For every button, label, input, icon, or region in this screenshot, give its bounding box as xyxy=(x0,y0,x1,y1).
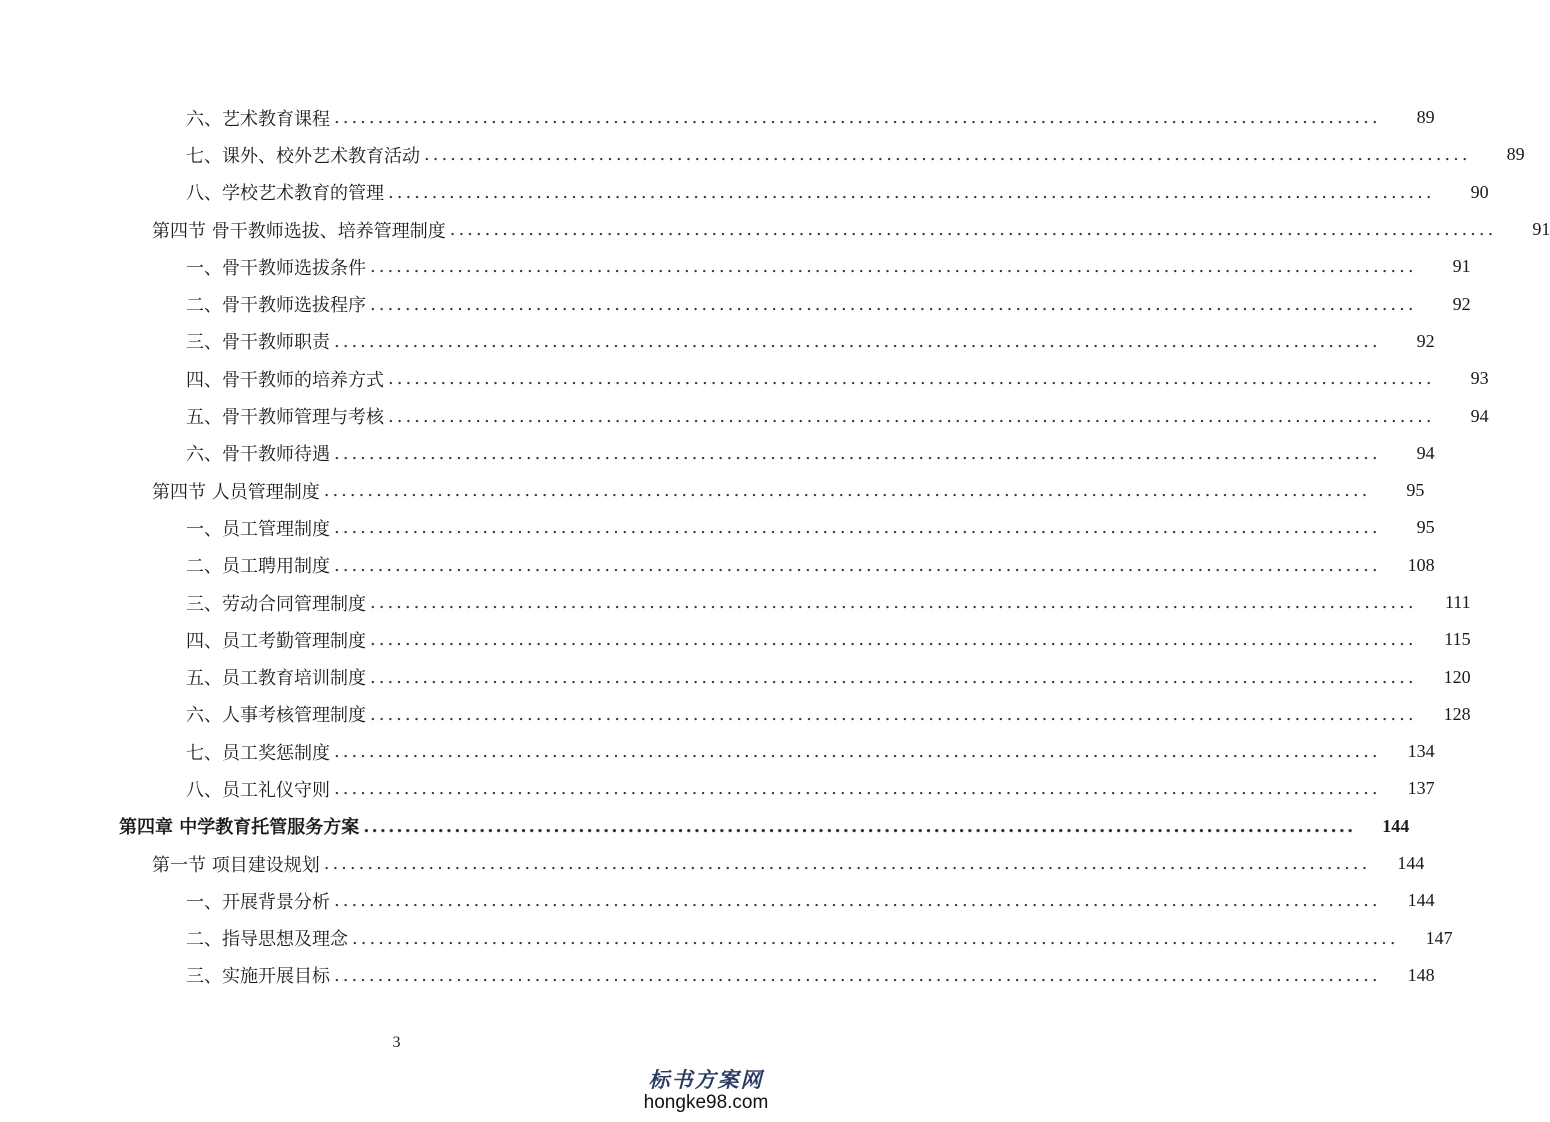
toc-entry-page: 92 xyxy=(1452,293,1471,314)
toc-entry-title: 第四节 人员管理制度 xyxy=(152,481,320,503)
toc-entry-title: 一、开展背景分析 xyxy=(186,891,330,913)
toc-entry xyxy=(0,435,1435,472)
toc-entry xyxy=(0,696,1471,733)
toc-entry xyxy=(0,174,1489,211)
toc-entry-page: 94 xyxy=(1470,405,1489,426)
toc-leader-dots: ........................................................................................................................ xyxy=(334,964,1381,986)
toc-leader-dots: ........................................................................................................................ xyxy=(388,368,1435,390)
toc-entry-page: 134 xyxy=(1407,741,1435,762)
toc-entry-title: 二、骨干教师选拔程序 xyxy=(186,295,366,317)
toc-leader-dots: ........................................................................................................................ xyxy=(388,181,1435,203)
toc-leader-dots: ........................................................................................................................ xyxy=(370,592,1417,613)
toc-entry-page: 92 xyxy=(1416,330,1435,351)
toc-leader-dots: ........................................................................................................................ xyxy=(334,741,1381,763)
toc-entry-title: 一、骨干教师选拔条件 xyxy=(186,257,366,279)
toc-leader-dots: ........................................................................................................................ xyxy=(334,778,1381,800)
toc-entry xyxy=(0,584,1471,621)
toc-entry-page: 90 xyxy=(1470,181,1489,202)
table-of-contents xyxy=(0,99,1550,994)
toc-entry-page: 144 xyxy=(1382,815,1410,836)
toc-leader-dots: ........................................................................................................................ xyxy=(334,517,1381,539)
toc-leader-dots: ........................................................................................................................ xyxy=(449,219,1497,241)
toc-entry xyxy=(0,323,1435,360)
toc-entry-page: 91 xyxy=(1452,256,1471,277)
toc-entry-title: 七、课外、校外艺术教育活动 xyxy=(186,145,420,167)
watermark-logo xyxy=(631,1064,781,1114)
toc-leader-dots: ........................................................................................................................ xyxy=(424,144,1471,166)
toc-leader-dots: ........................................................................................................................ xyxy=(370,629,1417,651)
toc-entry-page: 137 xyxy=(1407,778,1435,799)
toc-entry xyxy=(0,658,1471,695)
toc-leader-dots: ........................................................................................................................ xyxy=(334,890,1381,912)
watermark-url: hongke98.com xyxy=(643,1092,769,1113)
toc-entry-title: 第四章 中学教育托管服务方案 xyxy=(119,817,360,839)
toc-entry xyxy=(0,845,1425,882)
toc-entry xyxy=(0,808,1410,845)
toc-entry-page: 95 xyxy=(1406,480,1425,501)
toc-entry xyxy=(0,248,1471,285)
toc-entry-page: 108 xyxy=(1407,554,1435,575)
toc-leader-dots: ........................................................................................................................ xyxy=(334,107,1381,129)
toc-entry-page: 89 xyxy=(1506,144,1525,165)
toc-leader-dots: ........................................................................................................................ xyxy=(352,927,1399,949)
toc-entry-page: 91 xyxy=(1532,219,1550,240)
toc-leader-dots: ........................................................................................................................ xyxy=(370,666,1417,688)
toc-entry-title: 一、员工管理制度 xyxy=(186,518,330,540)
toc-entry-title: 八、学校艺术教育的管理 xyxy=(186,183,384,205)
toc-entry xyxy=(0,770,1435,807)
toc-entry-page: 147 xyxy=(1425,927,1453,948)
toc-entry-page: 115 xyxy=(1444,629,1471,650)
toc-entry-title: 八、员工礼仪守则 xyxy=(186,779,330,801)
toc-entry-title: 二、指导思想及理念 xyxy=(186,929,348,951)
toc-entry-title: 四、员工考勤管理制度 xyxy=(186,630,366,652)
toc-entry xyxy=(0,99,1435,136)
toc-entry-page: 128 xyxy=(1443,703,1471,724)
toc-leader-dots: ........................................................................................................................ xyxy=(334,442,1381,464)
watermark-site-name: 标书方案网 xyxy=(648,1067,764,1092)
toc-entry xyxy=(0,957,1435,994)
toc-leader-dots: ........................................................................................................................ xyxy=(388,405,1435,427)
toc-leader-dots: ........................................................................................................................ xyxy=(370,293,1417,315)
toc-entry-page: 144 xyxy=(1407,890,1435,911)
toc-entry-title: 三、骨干教师职责 xyxy=(186,332,330,354)
toc-entry xyxy=(0,733,1435,770)
toc-entry-page: 94 xyxy=(1416,442,1435,463)
toc-leader-dots: ........................................................................................................................ xyxy=(370,256,1417,278)
toc-leader-dots: ........................................................................................................................ xyxy=(334,330,1381,352)
toc-entry xyxy=(0,547,1435,584)
toc-entry-title: 三、劳动合同管理制度 xyxy=(186,593,366,615)
toc-entry-title: 二、员工聘用制度 xyxy=(186,556,330,578)
toc-entry-title: 四、骨干教师的培养方式 xyxy=(186,369,384,391)
toc-entry-title: 六、艺术教育课程 xyxy=(186,108,330,130)
toc-entry-page: 93 xyxy=(1470,368,1489,389)
toc-entry xyxy=(0,472,1425,509)
toc-entry-title: 五、员工教育培训制度 xyxy=(186,668,366,690)
toc-entry xyxy=(0,360,1489,397)
toc-entry-page: 111 xyxy=(1444,592,1471,612)
toc-entry-title: 六、骨干教师待遇 xyxy=(186,444,330,466)
toc-entry-title: 七、员工奖惩制度 xyxy=(186,742,330,764)
toc-entry xyxy=(0,285,1471,322)
toc-entry xyxy=(0,920,1453,957)
toc-entry-title: 第一节 项目建设规划 xyxy=(152,854,320,876)
page-number: 3 xyxy=(392,1034,401,1051)
toc-leader-dots: ........................................................................................................................ xyxy=(323,480,1371,502)
toc-entry xyxy=(0,136,1525,173)
toc-entry-page: 148 xyxy=(1407,964,1435,985)
toc-leader-dots: ........................................................................................................................ xyxy=(334,554,1381,576)
toc-entry xyxy=(0,509,1435,546)
toc-entry xyxy=(0,211,1550,248)
toc-leader-dots: ........................................................................................................................ xyxy=(323,853,1371,875)
toc-entry-page: 95 xyxy=(1416,517,1435,538)
toc-entry xyxy=(0,621,1471,658)
toc-entry-title: 三、实施开展目标 xyxy=(186,966,330,988)
toc-entry-page: 144 xyxy=(1397,853,1425,874)
toc-entry xyxy=(0,882,1435,919)
toc-entry-page: 120 xyxy=(1443,666,1471,687)
toc-entry-title: 六、人事考核管理制度 xyxy=(186,705,366,727)
toc-entry xyxy=(0,397,1489,434)
toc-leader-dots: ........................................................................................................................ xyxy=(363,815,1356,837)
toc-leader-dots: ........................................................................................................................ xyxy=(370,703,1417,725)
toc-entry-page: 89 xyxy=(1416,107,1435,128)
toc-entry-title: 五、骨干教师管理与考核 xyxy=(186,407,384,429)
toc-entry-title: 第四节 骨干教师选拔、培养管理制度 xyxy=(152,220,446,242)
